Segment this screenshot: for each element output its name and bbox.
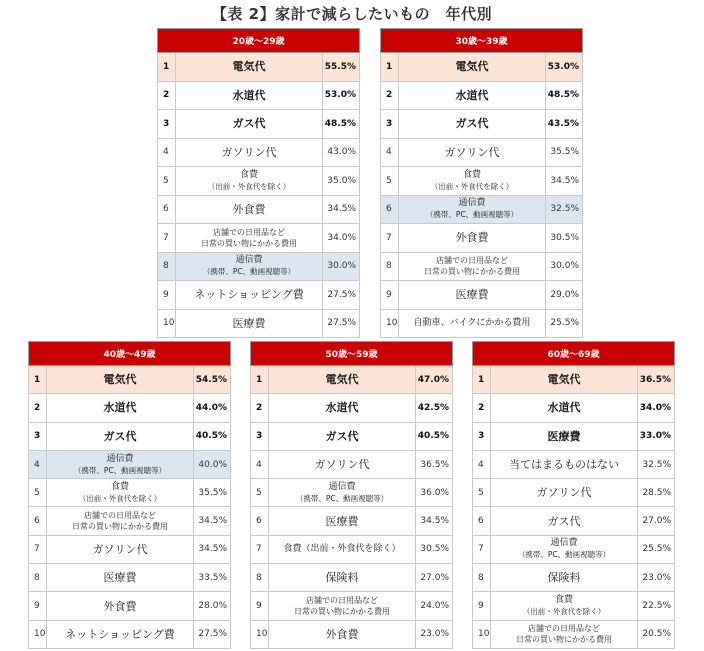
item-label: 医療費 bbox=[103, 571, 137, 585]
percent-cell: 54.5% bbox=[194, 366, 231, 394]
rank-cell: 9 bbox=[251, 592, 269, 620]
item-cell bbox=[399, 167, 546, 196]
item-label: 電気代 bbox=[455, 60, 489, 74]
item-cell bbox=[491, 394, 638, 422]
table-row bbox=[158, 309, 360, 338]
rank-cell: 10 bbox=[381, 309, 399, 338]
item-cell bbox=[399, 110, 546, 139]
percent-cell: 40.5% bbox=[416, 422, 453, 450]
item-line: 日常の買い物にかかる費用 bbox=[201, 238, 297, 248]
item-label: 医療費 bbox=[547, 429, 581, 443]
table-row bbox=[158, 110, 360, 139]
percent-cell: 29.0% bbox=[546, 281, 583, 310]
percent-cell: 34.5% bbox=[323, 195, 360, 224]
item-line: 日常の買い物にかかる費用 bbox=[424, 267, 520, 277]
table-row bbox=[251, 394, 453, 422]
rank-cell: 6 bbox=[473, 507, 491, 535]
item-sublabel: （出前・外食代を除く） bbox=[430, 181, 514, 191]
item-label: 医療費 bbox=[325, 514, 359, 528]
table-row bbox=[29, 620, 231, 648]
rank-cell: 10 bbox=[29, 620, 47, 648]
table-row bbox=[29, 450, 231, 478]
rank-cell: 3 bbox=[251, 422, 269, 450]
rank-cell: 4 bbox=[158, 138, 176, 167]
item-cell bbox=[47, 394, 194, 422]
rank-cell: 4 bbox=[381, 138, 399, 167]
rank-cell: 9 bbox=[29, 592, 47, 620]
rank-cell: 7 bbox=[158, 224, 176, 253]
item-cell bbox=[491, 479, 638, 507]
item-cell bbox=[47, 479, 194, 507]
rank-cell: 7 bbox=[381, 224, 399, 253]
item-cell bbox=[399, 281, 546, 310]
item-label: 食費（出前・外食代を除く） bbox=[283, 543, 401, 554]
item-cell bbox=[176, 281, 323, 310]
percent-cell: 40.0% bbox=[194, 450, 231, 478]
percent-cell: 34.5% bbox=[194, 507, 231, 535]
table-row bbox=[473, 507, 675, 535]
item-cell bbox=[269, 564, 416, 592]
rank-cell: 5 bbox=[251, 479, 269, 507]
table-row bbox=[473, 422, 675, 450]
percent-cell: 27.0% bbox=[638, 507, 675, 535]
ranking-table bbox=[250, 341, 453, 649]
item-label: 電気代 bbox=[103, 373, 137, 387]
table-row bbox=[251, 479, 453, 507]
item-cell bbox=[176, 252, 323, 281]
percent-cell: 34.5% bbox=[546, 167, 583, 196]
table-row bbox=[29, 394, 231, 422]
item-cell bbox=[269, 394, 416, 422]
item-label: 水道代 bbox=[325, 401, 359, 415]
rank-cell: 2 bbox=[381, 81, 399, 110]
table-row bbox=[381, 81, 583, 110]
item-cell bbox=[269, 507, 416, 535]
percent-cell: 22.5% bbox=[638, 592, 675, 620]
item-label: 電気代 bbox=[547, 373, 581, 387]
rank-cell: 1 bbox=[29, 366, 47, 394]
table-row bbox=[251, 564, 453, 592]
table-row bbox=[29, 564, 231, 592]
item-label: 外食費 bbox=[325, 627, 359, 641]
percent-cell: 34.0% bbox=[638, 394, 675, 422]
percent-cell: 55.5% bbox=[323, 53, 360, 82]
rank-cell: 2 bbox=[473, 394, 491, 422]
table-row bbox=[251, 535, 453, 563]
percent-cell: 23.0% bbox=[638, 564, 675, 592]
item-cell bbox=[491, 535, 638, 563]
table-row bbox=[158, 252, 360, 281]
table-row bbox=[251, 592, 453, 620]
rank-cell: 6 bbox=[29, 507, 47, 535]
percent-cell: 35.5% bbox=[546, 138, 583, 167]
item-label: 食費 bbox=[462, 169, 481, 180]
item-sublabel: （携帯、PC、動画視聴等） bbox=[73, 465, 167, 475]
percent-cell: 36.0% bbox=[416, 479, 453, 507]
age-group-header: 30歳〜39歳 bbox=[381, 29, 583, 53]
table-row bbox=[473, 535, 675, 563]
item-label: 通信費 bbox=[328, 481, 356, 492]
table-row bbox=[29, 592, 231, 620]
item-cell bbox=[491, 592, 638, 620]
item-label: 食費 bbox=[554, 595, 573, 606]
table-row bbox=[381, 167, 583, 196]
item-label: 電気代 bbox=[232, 60, 266, 74]
percent-cell: 27.5% bbox=[323, 309, 360, 338]
percent-cell: 44.0% bbox=[194, 394, 231, 422]
percent-cell: 47.0% bbox=[416, 366, 453, 394]
item-cell bbox=[491, 422, 638, 450]
item-label: 水道代 bbox=[547, 401, 581, 415]
table-row bbox=[158, 81, 360, 110]
rank-cell: 3 bbox=[158, 110, 176, 139]
item-line: 店舗での日用品など bbox=[436, 256, 508, 266]
rank-cell: 5 bbox=[381, 167, 399, 196]
percent-cell: 33.0% bbox=[638, 422, 675, 450]
item-cell bbox=[176, 309, 323, 338]
item-cell bbox=[491, 366, 638, 394]
rank-cell: 4 bbox=[29, 450, 47, 478]
table-row bbox=[381, 138, 583, 167]
item-label: ネットショッピング費 bbox=[194, 288, 304, 302]
item-cell bbox=[47, 507, 194, 535]
percent-cell: 30.5% bbox=[546, 224, 583, 253]
table-row bbox=[251, 450, 453, 478]
percent-cell: 35.0% bbox=[323, 167, 360, 196]
rank-cell: 3 bbox=[473, 422, 491, 450]
rank-cell: 2 bbox=[251, 394, 269, 422]
rank-cell: 5 bbox=[158, 167, 176, 196]
rank-cell: 7 bbox=[251, 535, 269, 563]
table-row bbox=[381, 195, 583, 224]
item-cell bbox=[399, 195, 546, 224]
item-cell bbox=[176, 138, 323, 167]
item-label: 食費 bbox=[110, 481, 129, 492]
ranking-table bbox=[472, 341, 675, 649]
item-cell bbox=[47, 620, 194, 648]
table-row bbox=[158, 53, 360, 82]
percent-cell: 28.0% bbox=[194, 592, 231, 620]
item-label: 水道代 bbox=[103, 401, 137, 415]
percent-cell: 28.5% bbox=[638, 479, 675, 507]
item-cell bbox=[176, 110, 323, 139]
percent-cell: 25.5% bbox=[638, 535, 675, 563]
table-row bbox=[473, 366, 675, 394]
rank-cell: 8 bbox=[158, 252, 176, 281]
item-label: ガソリン代 bbox=[536, 486, 592, 500]
item-cell bbox=[399, 138, 546, 167]
item-cell bbox=[176, 81, 323, 110]
rank-cell: 10 bbox=[251, 620, 269, 648]
rank-cell: 9 bbox=[473, 592, 491, 620]
percent-cell: 34.5% bbox=[194, 535, 231, 563]
item-cell bbox=[47, 564, 194, 592]
item-label: 通信費 bbox=[458, 198, 486, 209]
table-row bbox=[158, 281, 360, 310]
rank-cell: 8 bbox=[381, 252, 399, 281]
percent-cell: 53.0% bbox=[323, 81, 360, 110]
percent-cell: 20.5% bbox=[638, 620, 675, 648]
percent-cell: 40.5% bbox=[194, 422, 231, 450]
table-row bbox=[158, 167, 360, 196]
rank-cell: 5 bbox=[473, 479, 491, 507]
item-label: 電気代 bbox=[325, 373, 359, 387]
item-sublabel: （携帯、PC、動画視聴等） bbox=[517, 550, 611, 560]
percent-cell: 27.5% bbox=[194, 620, 231, 648]
table-row bbox=[158, 195, 360, 224]
item-label: 通信費 bbox=[235, 255, 263, 266]
page-title: 【表 2】家計で減らしたいもの 年代別 bbox=[211, 5, 493, 23]
age-group-header: 20歳〜29歳 bbox=[158, 29, 360, 53]
item-label: 保険料 bbox=[547, 571, 581, 585]
percent-cell: 23.0% bbox=[416, 620, 453, 648]
rank-cell: 4 bbox=[251, 450, 269, 478]
item-cell bbox=[269, 422, 416, 450]
rank-cell: 6 bbox=[251, 507, 269, 535]
rank-cell: 7 bbox=[473, 535, 491, 563]
rank-cell: 3 bbox=[381, 110, 399, 139]
item-line: 日常の買い物にかかる費用 bbox=[516, 635, 612, 645]
percent-cell: 48.5% bbox=[323, 110, 360, 139]
percent-cell: 42.5% bbox=[416, 394, 453, 422]
item-label: ガソリン代 bbox=[444, 145, 500, 159]
item-label: 食費 bbox=[239, 169, 258, 180]
rank-cell: 1 bbox=[473, 366, 491, 394]
item-cell bbox=[269, 592, 416, 620]
percent-cell: 43.0% bbox=[323, 138, 360, 167]
item-line: 店舗での日用品など bbox=[306, 596, 378, 606]
item-label: ネットショッピング費 bbox=[65, 627, 175, 641]
item-label: 当てはまるものはない bbox=[509, 458, 619, 472]
percent-cell: 24.0% bbox=[416, 592, 453, 620]
item-cell bbox=[399, 252, 546, 281]
percent-cell: 27.5% bbox=[323, 281, 360, 310]
rank-cell: 9 bbox=[381, 281, 399, 310]
rank-cell: 6 bbox=[158, 195, 176, 224]
table-row bbox=[473, 620, 675, 648]
rank-cell: 1 bbox=[381, 53, 399, 82]
age-group-header: 50歳〜59歳 bbox=[251, 342, 453, 366]
rank-cell: 8 bbox=[473, 564, 491, 592]
percent-cell: 32.5% bbox=[546, 195, 583, 224]
item-line: 店舗での日用品など bbox=[528, 624, 600, 634]
item-cell bbox=[47, 535, 194, 563]
table-row bbox=[473, 394, 675, 422]
rank-cell: 1 bbox=[251, 366, 269, 394]
item-line: 店舗での日用品など bbox=[84, 511, 156, 521]
item-cell bbox=[269, 620, 416, 648]
item-cell bbox=[176, 195, 323, 224]
item-cell bbox=[47, 592, 194, 620]
item-label: 外食費 bbox=[103, 599, 137, 613]
table-row bbox=[29, 535, 231, 563]
table-row bbox=[381, 309, 583, 338]
percent-cell: 53.0% bbox=[546, 53, 583, 82]
table-row bbox=[251, 366, 453, 394]
table-row bbox=[473, 479, 675, 507]
item-line: 店舗での日用品など bbox=[213, 227, 285, 237]
age-group-header: 40歳〜49歳 bbox=[29, 342, 231, 366]
table-row bbox=[29, 507, 231, 535]
item-label: ガス代 bbox=[547, 514, 581, 528]
table-row bbox=[158, 224, 360, 253]
table-row bbox=[473, 564, 675, 592]
item-cell bbox=[176, 224, 323, 253]
item-sublabel: （携帯、PC、動画視聴等） bbox=[295, 493, 389, 503]
ranking-table bbox=[380, 28, 583, 338]
item-label: 通信費 bbox=[550, 538, 578, 549]
rank-cell: 7 bbox=[29, 535, 47, 563]
percent-cell: 34.5% bbox=[416, 507, 453, 535]
table-row bbox=[251, 507, 453, 535]
rank-cell: 2 bbox=[29, 394, 47, 422]
rank-cell: 6 bbox=[381, 195, 399, 224]
percent-cell: 48.5% bbox=[546, 81, 583, 110]
item-cell bbox=[176, 53, 323, 82]
percent-cell: 36.5% bbox=[638, 366, 675, 394]
percent-cell: 30.0% bbox=[546, 252, 583, 281]
percent-cell: 43.5% bbox=[546, 110, 583, 139]
percent-cell: 33.5% bbox=[194, 564, 231, 592]
item-label: 自動車、バイクにかかる費用 bbox=[413, 317, 531, 328]
table-row bbox=[473, 450, 675, 478]
table-row bbox=[158, 138, 360, 167]
item-sublabel: （出前・外食代を除く） bbox=[78, 493, 162, 503]
item-cell bbox=[491, 450, 638, 478]
item-cell bbox=[491, 564, 638, 592]
percent-cell: 36.5% bbox=[416, 450, 453, 478]
table-row bbox=[251, 620, 453, 648]
item-cell bbox=[269, 535, 416, 563]
item-label: 水道代 bbox=[232, 88, 266, 102]
ranking-table bbox=[28, 341, 231, 649]
item-cell bbox=[176, 167, 323, 196]
item-sublabel: （携帯、PC、動画視聴等） bbox=[202, 267, 296, 277]
item-label: 保険料 bbox=[325, 571, 359, 585]
item-sublabel: （出前・外食代を除く） bbox=[207, 181, 291, 191]
item-label: 通信費 bbox=[106, 453, 134, 464]
table-row bbox=[381, 53, 583, 82]
item-line: 日常の買い物にかかる費用 bbox=[72, 522, 168, 532]
rank-cell: 5 bbox=[29, 479, 47, 507]
rank-cell: 8 bbox=[251, 564, 269, 592]
rank-cell: 2 bbox=[158, 81, 176, 110]
item-cell bbox=[47, 422, 194, 450]
item-sublabel: （出前・外食代を除く） bbox=[522, 607, 606, 617]
item-label: ガス代 bbox=[455, 117, 489, 131]
item-label: 外食費 bbox=[455, 231, 489, 245]
table-row bbox=[29, 422, 231, 450]
rank-cell: 9 bbox=[158, 281, 176, 310]
table-row bbox=[29, 366, 231, 394]
item-cell bbox=[399, 53, 546, 82]
percent-cell: 32.5% bbox=[638, 450, 675, 478]
table-row bbox=[381, 281, 583, 310]
rank-cell: 4 bbox=[473, 450, 491, 478]
item-label: ガス代 bbox=[103, 429, 137, 443]
table-row bbox=[473, 592, 675, 620]
percent-cell: 27.0% bbox=[416, 564, 453, 592]
item-cell bbox=[399, 81, 546, 110]
item-cell bbox=[269, 366, 416, 394]
item-label: ガソリン代 bbox=[92, 542, 148, 556]
item-label: ガソリン代 bbox=[314, 458, 370, 472]
age-group-header: 60歳〜69歳 bbox=[473, 342, 675, 366]
table-row bbox=[29, 479, 231, 507]
item-label: ガス代 bbox=[325, 429, 359, 443]
percent-cell: 25.5% bbox=[546, 309, 583, 338]
item-label: ガソリン代 bbox=[221, 145, 277, 159]
rank-cell: 1 bbox=[158, 53, 176, 82]
percent-cell: 34.0% bbox=[323, 224, 360, 253]
ranking-table bbox=[157, 28, 360, 338]
percent-cell: 30.5% bbox=[416, 535, 453, 563]
item-cell bbox=[47, 450, 194, 478]
item-cell bbox=[399, 224, 546, 253]
table-row bbox=[251, 422, 453, 450]
percent-cell: 35.5% bbox=[194, 479, 231, 507]
table-row bbox=[381, 110, 583, 139]
table-row bbox=[381, 224, 583, 253]
rank-cell: 8 bbox=[29, 564, 47, 592]
item-cell bbox=[491, 620, 638, 648]
item-cell bbox=[269, 450, 416, 478]
item-label: 医療費 bbox=[232, 316, 266, 330]
rank-cell: 10 bbox=[158, 309, 176, 338]
item-cell bbox=[491, 507, 638, 535]
rank-cell: 3 bbox=[29, 422, 47, 450]
item-label: ガス代 bbox=[232, 117, 266, 131]
percent-cell: 30.0% bbox=[323, 252, 360, 281]
item-sublabel: （携帯、PC、動画視聴等） bbox=[425, 210, 519, 220]
table-row bbox=[381, 252, 583, 281]
item-label: 医療費 bbox=[455, 288, 489, 302]
item-cell bbox=[269, 479, 416, 507]
rank-cell: 10 bbox=[473, 620, 491, 648]
item-label: 外食費 bbox=[232, 202, 266, 216]
item-cell bbox=[47, 366, 194, 394]
item-cell bbox=[399, 309, 546, 338]
item-line: 日常の買い物にかかる費用 bbox=[294, 607, 390, 617]
item-label: 水道代 bbox=[455, 88, 489, 102]
